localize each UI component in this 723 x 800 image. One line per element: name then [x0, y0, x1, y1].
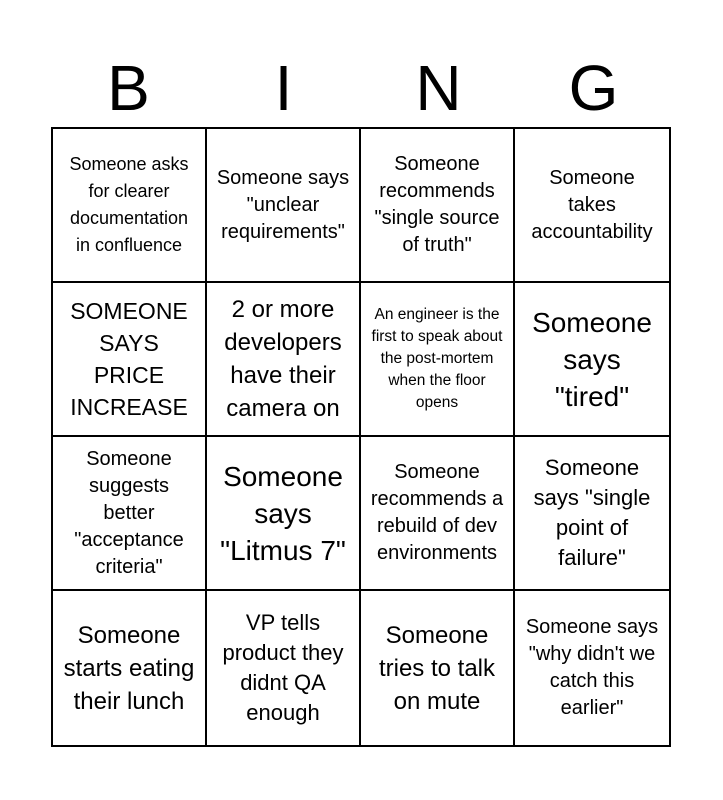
- bingo-cell-text: Someone says "single point of failure": [533, 455, 651, 570]
- bingo-cell-text: VP tells product they didnt QA enough: [222, 610, 344, 725]
- header-letter-n: N: [415, 52, 462, 124]
- bingo-cell-text: Someone says "Litmus 7": [220, 460, 346, 566]
- bingo-cell[interactable]: [207, 437, 361, 591]
- bingo-board: [51, 127, 671, 747]
- bingo-cell[interactable]: [361, 283, 515, 437]
- bingo-cell[interactable]: [207, 591, 361, 745]
- bingo-cell[interactable]: [53, 129, 207, 283]
- bingo-cell[interactable]: [361, 591, 515, 745]
- bingo-cell-text: Someone takes accountability: [531, 166, 653, 243]
- bingo-cell[interactable]: [515, 129, 669, 283]
- bingo-cell[interactable]: [207, 283, 361, 437]
- bingo-cell-text: Someone recommends "single source of truth": [374, 153, 500, 256]
- header-letter-b: B: [107, 52, 150, 124]
- bingo-cell[interactable]: [361, 129, 515, 283]
- bingo-cell-text: Someone asks for clearer documentation in confluence: [69, 154, 189, 255]
- bingo-cell[interactable]: [515, 283, 669, 437]
- bingo-cell-text: Someone suggests better "acceptance criteria": [74, 447, 184, 578]
- bingo-cell-text: An engineer is the first to speak about the post-mortem when the floor opens: [371, 306, 503, 411]
- bingo-cell-text: SOMEONE SAYS PRICE INCREASE: [70, 298, 188, 420]
- bingo-cell[interactable]: [53, 591, 207, 745]
- bingo-cell-text: Someone says "unclear requirements": [216, 166, 350, 243]
- bingo-cell-text: Someone tries to talk on mute: [378, 621, 496, 715]
- bingo-cell[interactable]: [361, 437, 515, 591]
- bingo-cell-text: 2 or more developers have their camera on: [224, 296, 342, 422]
- bingo-cell[interactable]: [53, 283, 207, 437]
- bingo-cell-text: Someone recommends a rebuild of dev environments: [370, 461, 504, 564]
- bingo-cell-text: Someone says "why didn't we catch this earlier": [525, 616, 659, 719]
- bingo-cell-text: Someone starts eating their lunch: [63, 621, 195, 715]
- header-letter-g: G: [568, 52, 619, 124]
- bingo-cell[interactable]: [515, 591, 669, 745]
- header-letter-i: I: [274, 52, 293, 124]
- bingo-cell-text: Someone says "tired": [532, 306, 652, 412]
- bingo-cell[interactable]: [515, 437, 669, 591]
- bingo-header: [51, 48, 671, 128]
- bingo-cell[interactable]: [207, 129, 361, 283]
- bingo-cell[interactable]: [53, 437, 207, 591]
